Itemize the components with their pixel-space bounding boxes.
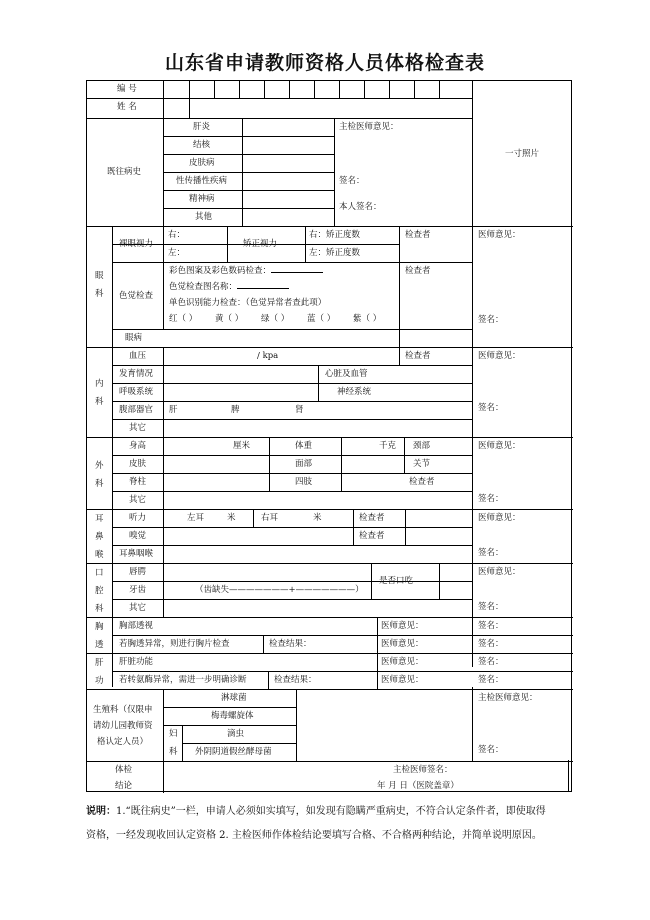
face-label: 面部: [295, 459, 313, 469]
xray-section-label: 胸: [95, 622, 104, 632]
chest-film-label: 若胸透异常，则进行胸片检查: [119, 639, 230, 649]
chest-xray-doctor-opinion: 医师意见：: [381, 621, 424, 631]
nervous-label: 神经系统: [337, 387, 372, 397]
oral-doctor-opinion: 医师意见：: [478, 567, 521, 577]
right-ear-label: 右耳: [261, 513, 279, 523]
color-green: 绿（ ）: [261, 314, 290, 324]
corrected-vision-label: 矫正视力: [243, 239, 278, 249]
ent-section-label: 鼻: [95, 532, 104, 542]
teeth-label: 牙齿: [129, 585, 147, 595]
color-purple: 紫（ ）: [353, 314, 382, 324]
eye-doctor-opinion: 医师意见：: [478, 230, 521, 240]
repro-signature: 签名：: [478, 745, 504, 755]
hearing-label: 听力: [129, 513, 147, 523]
color-red: 红（ ）: [169, 314, 198, 324]
photo-placeholder: 一寸照片: [505, 149, 540, 159]
surgery-section-label: 科: [95, 479, 104, 489]
chest-film-doctor-opinion: 医师意见：: [381, 639, 424, 649]
surgery-doctor-opinion: 医师意见：: [478, 441, 521, 451]
surgery-signature: 签名：: [478, 494, 504, 504]
smell-examiner-label: 检查者: [359, 531, 385, 541]
internal-doctor-opinion: 医师意见：: [478, 351, 521, 361]
transaminase-doctor-opinion: 医师意见：: [381, 675, 424, 685]
lips-label: 唇腭: [129, 567, 147, 577]
height-unit: 厘米: [233, 441, 251, 451]
gonorrhea-label: 淋球菌: [221, 693, 247, 703]
spine-label: 脊柱: [129, 477, 147, 487]
repro-label: 格认定人员）: [97, 737, 149, 747]
note-line-1: 1.“既往病史”一栏，申请人必须如实填写，如发现有隐瞒严重病史，不符合认定条件者，即使取得: [116, 806, 546, 817]
history-item: 结核: [193, 140, 211, 150]
liver-doctor-opinion: 医师意见：: [381, 657, 424, 667]
weight-unit: 千克: [379, 441, 397, 451]
transaminase-signature: 签名：: [478, 675, 504, 685]
chest-xray-signature: 签名：: [478, 621, 504, 631]
note-line-2: 资格，一经发现收回认定资格 2. 主检医师作体检结论要填写合格、不合格两种结论，并简单说明原因。: [86, 830, 542, 841]
chest-xray-label: 胸部透视: [119, 621, 154, 631]
liver-section-label: 肝: [95, 658, 104, 668]
color-blue: 蓝（ ）: [307, 314, 336, 324]
right-ear-unit: 米: [313, 513, 322, 523]
trichomonas-label: 滴虫: [227, 729, 245, 739]
eye-examiner-label: 检查者: [405, 230, 431, 240]
exam-form-table: [86, 80, 572, 792]
limbs-label: 四肢: [295, 477, 313, 487]
color-chart-line: 色觉检查图名称：: [169, 282, 289, 293]
color-test-line: 彩色图案及彩色数码检查：: [169, 266, 323, 277]
internal-examiner-label: 检查者: [405, 351, 431, 361]
abdominal-label: 腹部器官: [119, 405, 154, 415]
internal-section-label: 科: [95, 397, 104, 407]
liver-function-label: 肝脏功能: [119, 657, 154, 667]
id-label: 编 号: [117, 84, 137, 94]
ent-doctor-opinion: 医师意见：: [478, 513, 521, 523]
form-title: 山东省申请教师资格人员体格检查表: [164, 52, 485, 74]
internal-section-label: 内: [95, 379, 104, 389]
stutter-label: 是否口吃: [379, 576, 414, 586]
height-label: 身高: [129, 441, 147, 451]
left-correction-label: 左：矫正度数: [309, 248, 361, 258]
chest-film-signature: 签名：: [478, 639, 504, 649]
left-eye-label: 左：: [168, 248, 186, 258]
oral-section-label: 科: [95, 604, 104, 614]
teeth-note: （齿缺失———————+———————）: [195, 585, 364, 595]
transaminase-label: 若转氨酶异常，需进一步明确诊断: [119, 675, 247, 685]
syphilis-label: 梅毒螺旋体: [211, 711, 254, 721]
repro-label: 生殖科（仅限申: [93, 705, 153, 715]
liver-section-label: 功: [95, 676, 104, 686]
hearing-examiner-label: 检查者: [359, 513, 385, 523]
ent-section-label: 喉: [95, 550, 104, 560]
left-ear-unit: 米: [227, 513, 236, 523]
xray-section-label: 透: [95, 640, 104, 650]
history-label: 既往病史: [107, 167, 142, 177]
left-ear-label: 左耳: [187, 513, 205, 523]
history-item: 精神病: [189, 194, 215, 204]
color-vision-label: 色觉检查: [119, 291, 154, 301]
conclusion-label: 结论: [115, 781, 133, 791]
naked-vision-label: 裸眼视力: [119, 239, 154, 249]
candida-label: 外阴阴道假丝酵母菌: [195, 747, 272, 757]
heart-label: 心脏及血管: [325, 369, 368, 379]
history-item: 性传播性疾病: [176, 176, 228, 186]
oral-section-label: 口: [95, 568, 104, 578]
conclusion-label: 体检: [115, 765, 133, 775]
gyn-label: 科: [169, 747, 178, 757]
single-color-line: 单色识别能力检查：（色觉异常者查此项）: [169, 298, 327, 308]
chief-signature: 主检医师签名：: [393, 765, 453, 775]
conclusion-date: 年 月 日（医院盖章）: [377, 781, 459, 791]
history-signature: 签名：: [339, 176, 365, 186]
history-item: 其他: [195, 212, 213, 222]
name-label: 姓 名: [117, 102, 137, 112]
notes: [86, 800, 576, 848]
weight-label: 体重: [295, 441, 313, 451]
repro-chief-opinion: 主检医师意见：: [478, 693, 538, 703]
surgery-other-label: 其它: [129, 495, 147, 505]
joints-label: 关节: [413, 459, 431, 469]
transaminase-result: 检查结果：: [274, 675, 317, 685]
neck-label: 颈部: [413, 441, 431, 451]
eye-section-label: 科: [95, 289, 104, 299]
right-correction-label: 右：矫正度数: [309, 230, 361, 240]
liver-label: 肝: [169, 405, 178, 415]
skin-label: 皮肤: [129, 459, 147, 469]
throat-label: 耳鼻咽喉: [119, 549, 154, 559]
eye-signature: 签名：: [478, 315, 504, 325]
chest-film-result: 检查结果：: [269, 639, 312, 649]
right-eye-label: 右：: [168, 230, 186, 240]
eye-disease-label: 眼病: [125, 333, 143, 343]
smell-label: 嗅觉: [129, 531, 147, 541]
spleen-label: 脾: [231, 405, 240, 415]
history-item: 肝炎: [193, 122, 211, 132]
kidney-label: 肾: [295, 405, 304, 415]
color-examiner-label: 检查者: [405, 266, 431, 276]
oral-signature: 签名：: [478, 602, 504, 612]
ent-section-label: 耳: [95, 514, 104, 524]
note-prefix: 说明：: [86, 806, 116, 817]
respiratory-label: 呼吸系统: [119, 387, 154, 397]
internal-signature: 签名：: [478, 403, 504, 413]
internal-other-label: 其它: [129, 423, 147, 433]
blood-pressure-unit: / kpa: [257, 351, 279, 361]
surgery-examiner-label: 检查者: [409, 477, 435, 487]
ent-signature: 签名：: [478, 548, 504, 558]
repro-label: 请幼儿园教师资: [93, 721, 153, 731]
history-chief-opinion: 主检医师意见：: [339, 122, 399, 132]
history-item: 皮肤病: [189, 158, 215, 168]
oral-other-label: 其它: [129, 603, 147, 613]
development-label: 发育情况: [119, 369, 154, 379]
self-signature: 本人签名：: [339, 202, 382, 212]
color-yellow: 黄（ ）: [215, 314, 244, 324]
blood-pressure-label: 血压: [129, 351, 147, 361]
surgery-section-label: 外: [95, 461, 104, 471]
oral-section-label: 腔: [95, 586, 104, 596]
gyn-label: 妇: [169, 729, 178, 739]
liver-signature: 签名：: [478, 657, 504, 667]
eye-section-label: 眼: [95, 271, 104, 281]
